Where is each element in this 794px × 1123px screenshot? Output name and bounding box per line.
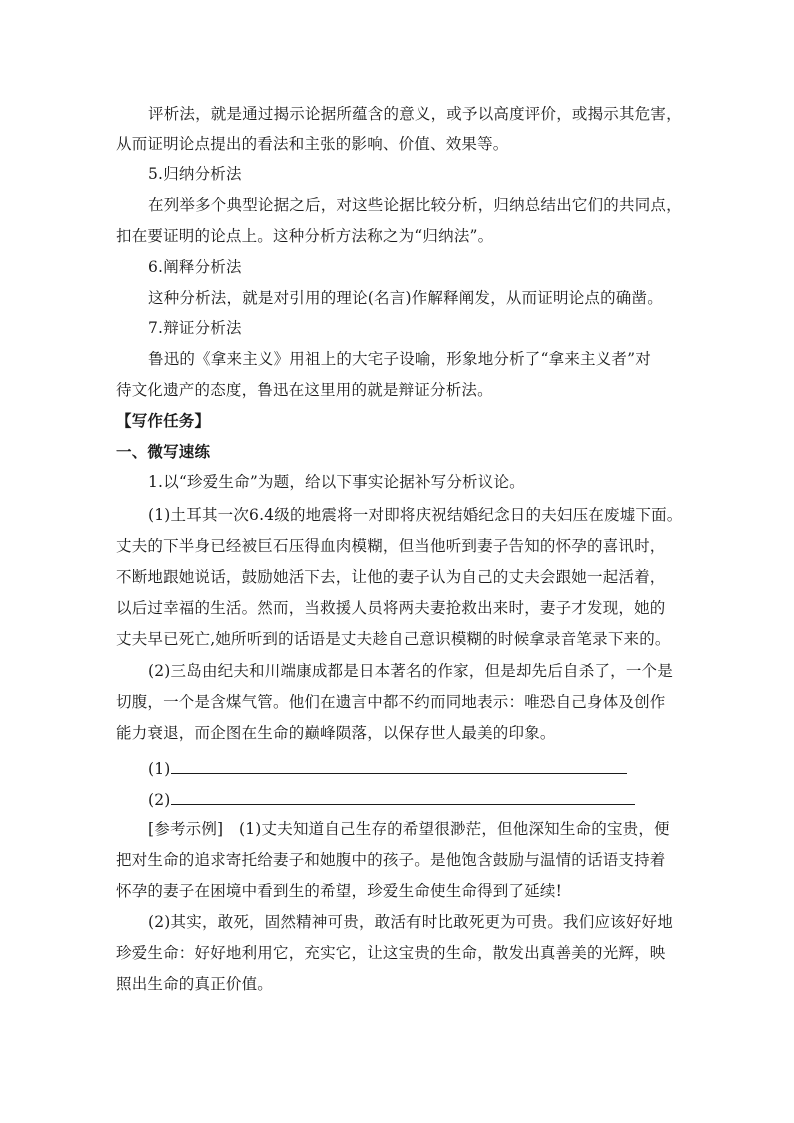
evidence-line: 丈夫早已死亡,她所听到的话语是丈夫趁自己意识模糊的时候拿录音笔录下来的。 [116, 630, 671, 648]
paragraph-line: 从而证明论点提出的看法和主张的影响、价值、效果等。 [116, 135, 509, 153]
answer-label: (1) [148, 760, 171, 778]
evidence-line: (1)土耳其一次6.4级的地震将一对即将庆祝结婚纪念日的夫妇压在废墟下面。 [148, 506, 683, 524]
evidence-line: 丈夫的下半身已经被巨石压得血肉模糊，但当他听到妻子告知的怀孕的喜讯时， [116, 537, 666, 555]
answer-blank[interactable] [171, 790, 635, 805]
answer-line-2 [148, 790, 635, 810]
answer-blank[interactable] [171, 759, 627, 774]
section-heading: 7.辩证分析法 [148, 319, 242, 337]
evidence-line: 能力衰退，而企图在生命的巅峰陨落，以保存世人最美的印象。 [116, 724, 556, 742]
evidence-line: 不断地跟她说话，鼓励她活下去，让他的妻子认为自己的丈夫会跟她一起活着， [116, 568, 666, 586]
evidence-line: 以后过幸福的生活。然而，当救援人员将两夫妻抢救出来时，妻子才发现，她的 [116, 599, 666, 617]
paragraph-line: 鲁迅的《拿来主义》用祖上的大宅子设喻，形象地分析了“拿来主义者”对 [148, 350, 651, 368]
task-prompt: 1.以“珍爱生命”为题，给以下事实论据补写分析议论。 [148, 473, 525, 491]
paragraph-line: 待文化遗产的态度，鲁迅在这里用的就是辩证分析法。 [116, 381, 493, 399]
evidence-line: 切腹，一个是含煤气管。他们在遗言中都不约而同地表示：唯恐自己身体及创作 [116, 693, 666, 711]
reference-line: 怀孕的妻子在困境中看到生的希望，珍爱生命使生命得到了延续! [116, 882, 563, 900]
evidence-line: (2)三岛由纪夫和川端康成都是日本著名的作家，但是却先后自杀了，一个是 [148, 662, 673, 680]
reference-line: 珍爱生命：好好地利用它，充实它，让这宝贵的生命，散发出真善美的光辉，映 [116, 944, 666, 962]
section-heading: 6.阐释分析法 [148, 258, 242, 276]
reference-line: 照出生命的真正价值。 [116, 975, 274, 993]
section-heading: 5.归纳分析法 [148, 165, 242, 183]
reference-line: [参考示例] (1)丈夫知道自己生存的希望很渺茫，但他深知生命的宝贵，便 [148, 820, 670, 838]
micro-writing-heading: 一、微写速练 [116, 442, 211, 461]
paragraph-line: 评析法，就是通过揭示论据所蕴含的意义，或予以高度评价，或揭示其危害， [148, 105, 682, 123]
paragraph-line: 这种分析法，就是对引用的理论(名言)作解释阐发，从而证明论点的确凿。 [148, 289, 663, 307]
paragraph-line: 扣在要证明的论点上。这种分析方法称之为“归纳法”。 [116, 227, 494, 245]
answer-label: (2) [148, 791, 171, 809]
paragraph-line: 在列举多个典型论据之后，对这些论据比较分析，归纳总结出它们的共同点， [148, 196, 682, 214]
reference-line: 把对生命的追求寄托给妻子和她腹中的孩子。是他饱含鼓励与温情的话语支持着 [116, 851, 666, 869]
writing-task-heading: 【写作任务】 [116, 411, 211, 430]
answer-line-1 [148, 759, 627, 779]
reference-line: (2)其实，敢死，固然精神可贵，敢活有时比敢死更为可贵。我们应该好好地 [148, 913, 673, 931]
